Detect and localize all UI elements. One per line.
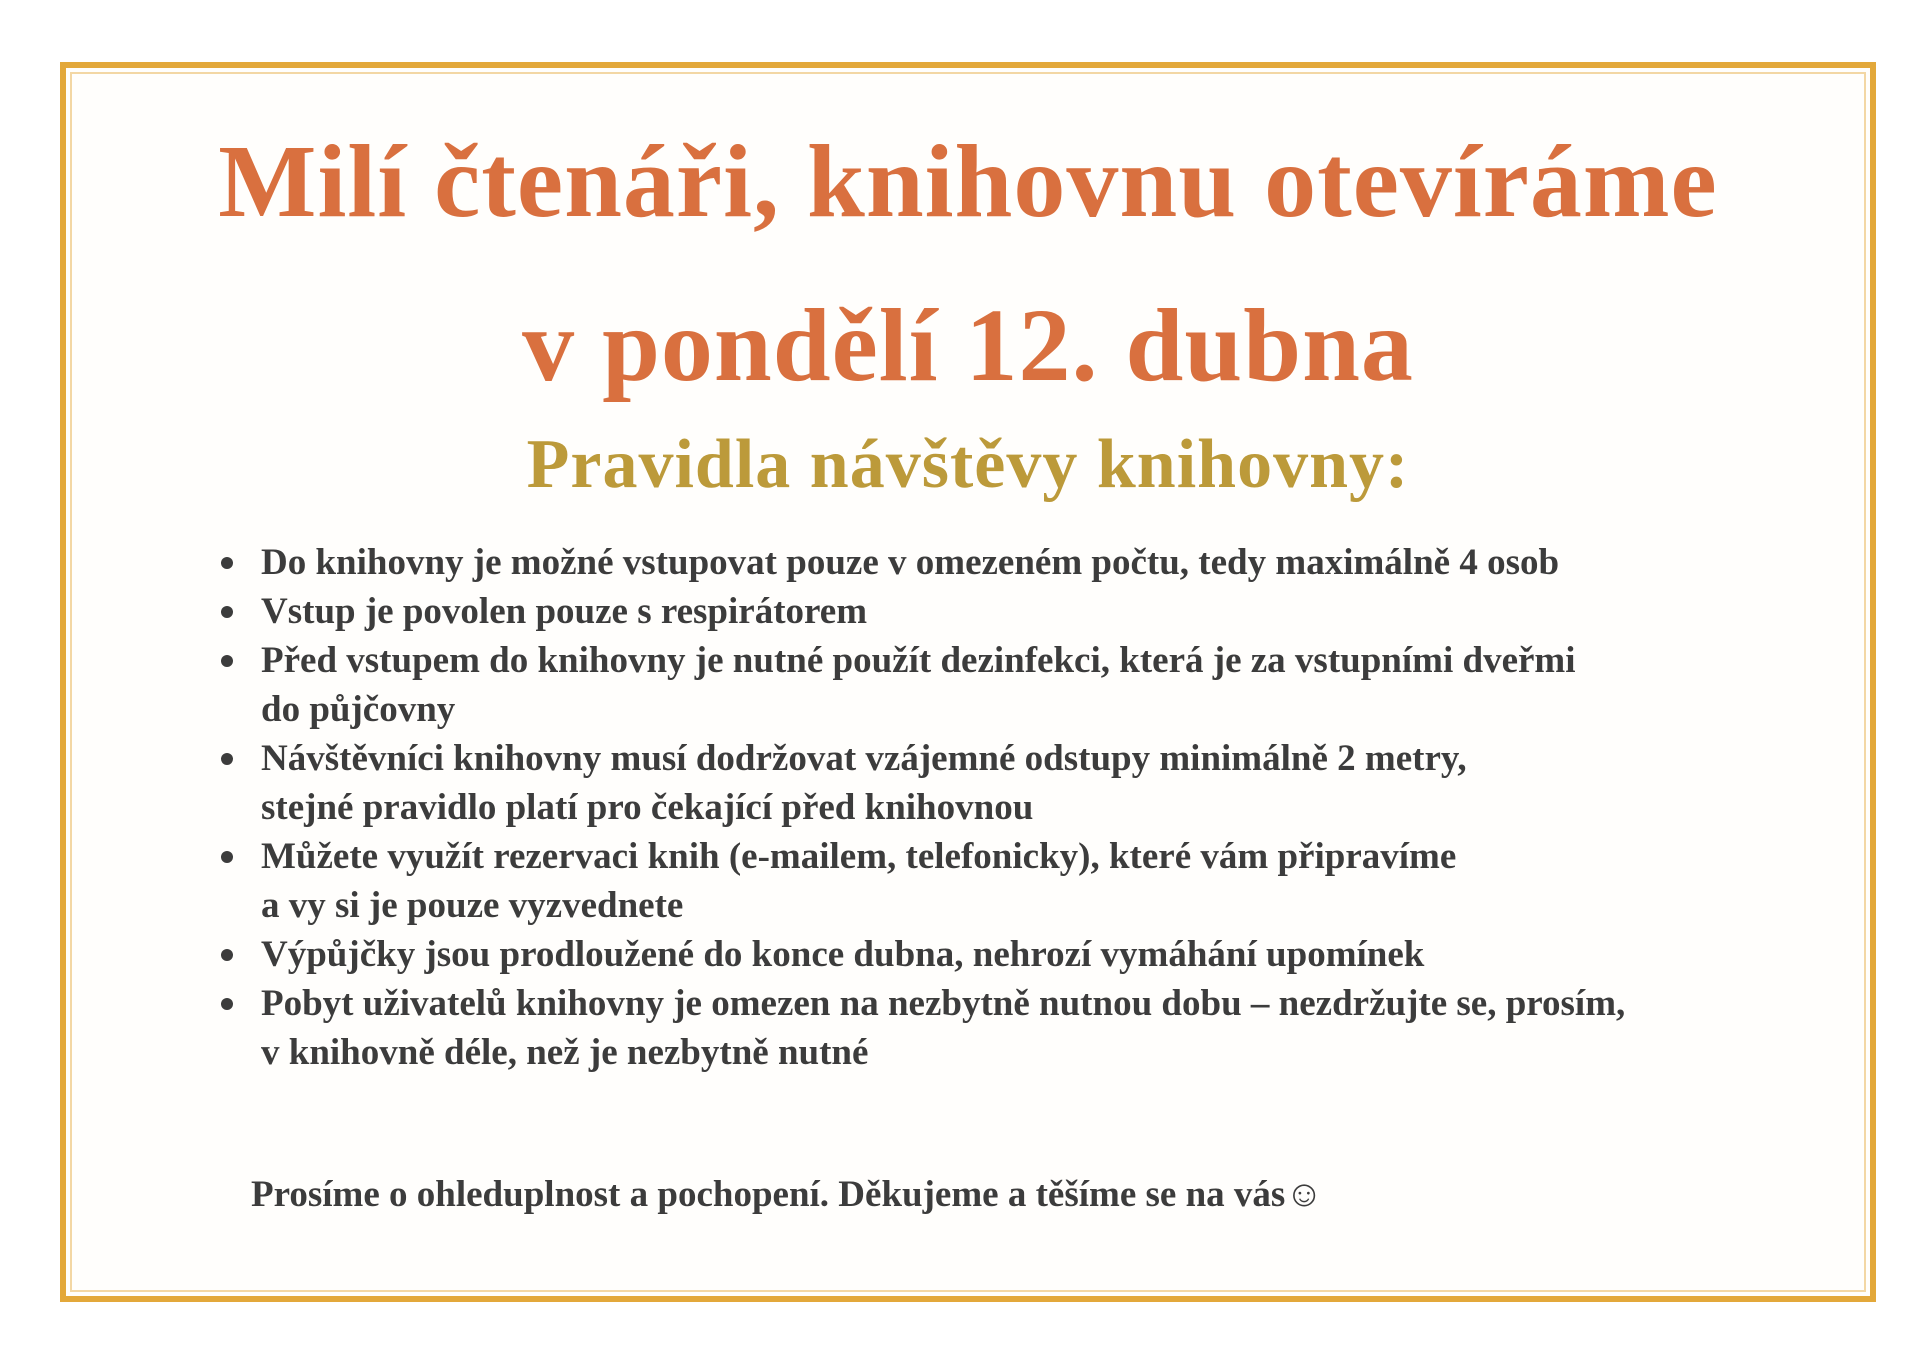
rule-item bbox=[216, 587, 1856, 636]
rule-text: Výpůjčky jsou prodloužené do konce dubna, nehrozí vymáhání upomínek bbox=[261, 934, 1425, 975]
bullet-icon bbox=[221, 851, 233, 863]
rule-text: Můžete využít rezervaci knih (e-mailem, telefonicky), které vám připravíme a vy si je pouze vyzvednete bbox=[261, 836, 1457, 926]
headline-line-1: Milí čtenáři, knihovnu otevíráme bbox=[218, 124, 1718, 239]
rule-text: Do knihovny je možné vstupovat pouze v omezeném počtu, tedy maximálně 4 osob bbox=[261, 542, 1560, 583]
bullet-icon bbox=[221, 753, 233, 765]
rule-text: Před vstupem do knihovny je nutné použít dezinfekci, která je za vstupními dveřmi do půjčovny bbox=[261, 640, 1576, 730]
bullet-icon bbox=[221, 949, 233, 961]
rule-item bbox=[216, 832, 1856, 930]
rule-item bbox=[216, 636, 1856, 734]
closing-message: Prosíme o ohleduplnost a pochopení. Děkujeme a těšíme se na vás☺ bbox=[251, 1174, 1324, 1215]
bullet-icon bbox=[221, 557, 233, 569]
bullet-icon bbox=[221, 998, 233, 1010]
rule-text: Pobyt uživatelů knihovny je omezen na nezbytně nutnou dobu – nezdržujte se, prosím, v knihovně déle, než je nezbytně nutné bbox=[261, 983, 1626, 1073]
rules-list bbox=[216, 538, 1856, 1077]
bullet-icon bbox=[221, 655, 233, 667]
poster-frame bbox=[60, 62, 1876, 1302]
rules-subtitle: Pravidla návštěvy knihovny: bbox=[526, 426, 1410, 503]
rule-item bbox=[216, 538, 1856, 587]
rule-text: Návštěvníci knihovny musí dodržovat vzájemné odstupy minimálně 2 metry, stejné pravidlo platí pro čekající před knihovnou bbox=[261, 738, 1467, 828]
rule-item bbox=[216, 979, 1856, 1077]
bullet-icon bbox=[221, 606, 233, 618]
headline-line-2: v pondělí 12. dubna bbox=[522, 288, 1414, 403]
rule-item bbox=[216, 734, 1856, 832]
rule-text: Vstup je povolen pouze s respirátorem bbox=[261, 591, 868, 632]
rule-item bbox=[216, 930, 1856, 979]
